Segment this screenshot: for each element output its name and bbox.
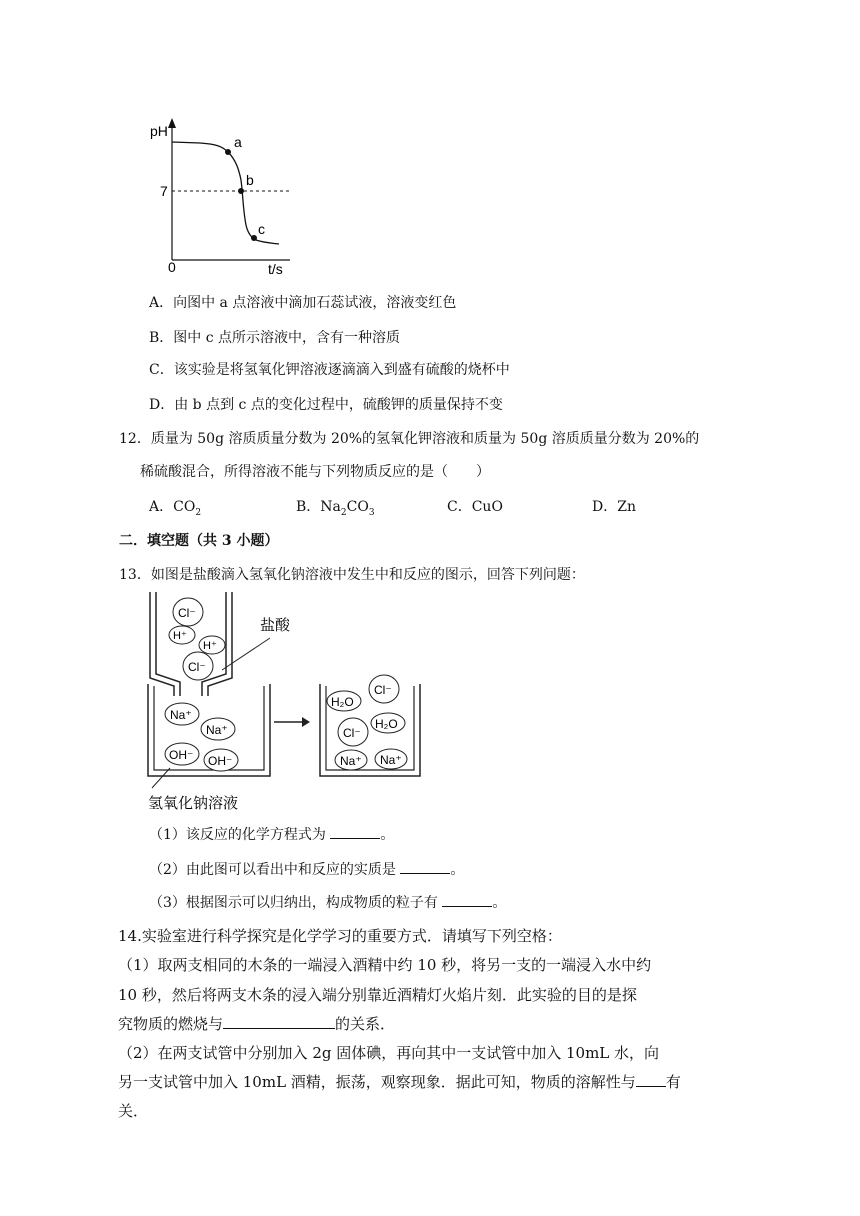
q12-line1: 12．质量为 50g 溶质质量分数为 20%的氢氧化钾溶液和质量为 50g 溶质质量分数为 20%的 <box>119 431 700 447</box>
q13-sub1-text: （1）该反应的化学方程式为 <box>149 827 331 843</box>
q11-option-a: A．向图中 a 点溶液中滴加石蕊试液，溶液变红色 <box>149 295 457 311</box>
left-ion-na-1-label: Na⁺ <box>170 708 192 722</box>
right-ion-cl-2-label: Cl⁻ <box>343 726 361 740</box>
naoh-pointer-line <box>152 768 170 788</box>
dropper-ion-cl-1-label: Cl⁻ <box>178 606 196 620</box>
q11-option-d: D．由 b 点到 c 点的变化过程中，硫酸钾的质量保持不变 <box>149 397 503 413</box>
q12-option-d: D．Zn <box>592 499 636 515</box>
right-ion-na-1-label: Na⁺ <box>340 754 362 768</box>
hcl-pointer-line <box>222 638 270 670</box>
x-axis-label: t/s <box>268 261 283 277</box>
q13-sub1-blank[interactable] <box>330 824 380 839</box>
q12-option-b-sub2: 3 <box>368 507 375 518</box>
left-ion-oh-1-label: OH⁻ <box>169 748 194 762</box>
q12-option-b <box>296 496 375 518</box>
q12-line2: 稀硫酸混合，所得溶液不能与下列物质反应的是（ ） <box>140 464 490 480</box>
left-ion-na-2-label: Na⁺ <box>206 723 228 737</box>
q13-subquestion-2 <box>149 859 464 879</box>
y-axis-label: pH <box>150 123 168 139</box>
point-a-label: a <box>234 134 242 150</box>
q14-line7: 关． <box>118 1102 149 1120</box>
q13-sub2-blank[interactable] <box>400 859 450 874</box>
origin-label: 0 <box>168 259 176 275</box>
reaction-arrow-head <box>302 717 310 727</box>
q14-line6 <box>118 1071 681 1092</box>
q14-blank-2[interactable] <box>636 1072 666 1087</box>
seven-label: 7 <box>160 183 168 199</box>
q11-option-c: C．该实验是将氢氧化钾溶液逐滴滴入到盛有硫酸的烧杯中 <box>149 362 510 378</box>
q12-option-a-text: A．CO <box>149 499 196 515</box>
point-c-label: c <box>258 221 265 237</box>
hcl-label: 盐酸 <box>260 617 291 634</box>
q12-option-b-sub1: 2 <box>340 507 347 518</box>
q14-blank-1[interactable] <box>223 1014 335 1029</box>
q12-option-b-mid: CO <box>346 499 369 515</box>
q12-option-c: C．CuO <box>447 499 503 515</box>
q14-line3: 10 秒，然后将两支木条的浸入端分别靠近酒精灯火焰片刻．此实验的目的是探 <box>118 986 637 1004</box>
q13-subquestion-3 <box>149 892 506 912</box>
left-ion-oh-2-label: OH⁻ <box>208 754 233 768</box>
right-ion-cl-1-label: Cl⁻ <box>374 683 392 697</box>
right-water-2-label: H₂O <box>375 717 398 731</box>
right-ion-na-2-label: Na⁺ <box>380 753 402 767</box>
q11-option-b: B．图中 c 点所示溶液中，含有一种溶质 <box>149 330 401 346</box>
point-a-marker <box>225 149 231 155</box>
q14-line6-start: 另一支试管中加入 10mL 酒精，振荡，观察现象．据此可知，物质的溶解性与 <box>118 1073 636 1091</box>
ph-curve-graph <box>140 110 310 280</box>
q12-option-b-text: B．Na <box>296 499 341 515</box>
q12-option-a <box>149 496 201 518</box>
section-title: 二．填空题（共 3 小题） <box>119 533 279 549</box>
point-b-marker <box>238 188 244 194</box>
y-axis-arrow <box>168 118 176 128</box>
q14-line4 <box>118 1013 395 1034</box>
q13-sub3-period: 。 <box>492 895 507 911</box>
dropper-ion-h-2-label: H⁺ <box>203 640 217 652</box>
dropper-ion-h-1-label: H⁺ <box>173 630 187 642</box>
q14-line6-end: 有 <box>665 1073 681 1091</box>
q13-sub3-blank[interactable] <box>442 892 492 907</box>
naoh-label: 氢氧化钠溶液 <box>148 795 239 812</box>
q14-line1: 14.实验室进行科学探究是化学学习的重要方式．请填写下列空格： <box>118 927 562 945</box>
q12-option-a-sub: 2 <box>195 507 202 518</box>
q13-subquestion-1 <box>149 824 394 844</box>
q13-sub2-period: 。 <box>450 862 465 878</box>
right-water-1-label: H₂O <box>331 695 354 709</box>
q14-line4-start: 究物质的燃烧与 <box>118 1015 224 1033</box>
q13-stem: 13．如图是盐酸滴入氢氧化钠溶液中发生中和反应的图示，回答下列问题： <box>119 567 585 583</box>
point-c-marker <box>251 235 257 241</box>
q13-sub2-text: （2）由此图可以看出中和反应的实质是 <box>149 862 401 878</box>
q14-line4-end: 的关系． <box>335 1015 396 1033</box>
point-b-label: b <box>246 172 254 188</box>
dropper-ion-cl-2-label: Cl⁻ <box>188 660 206 674</box>
q13-sub1-period: 。 <box>380 827 395 843</box>
neutralization-diagram <box>140 588 440 818</box>
q14-line5: （2）在两支试管中分别加入 2g 固体碘，再向其中一支试管中加入 10mL 水，向 <box>118 1044 660 1062</box>
q14-line2: （1）取两支相同的木条的一端浸入酒精中约 10 秒，将另一支的一端浸入水中约 <box>118 956 652 974</box>
q13-sub3-text: （3）根据图示可以归纳出，构成物质的粒子有 <box>149 895 443 911</box>
